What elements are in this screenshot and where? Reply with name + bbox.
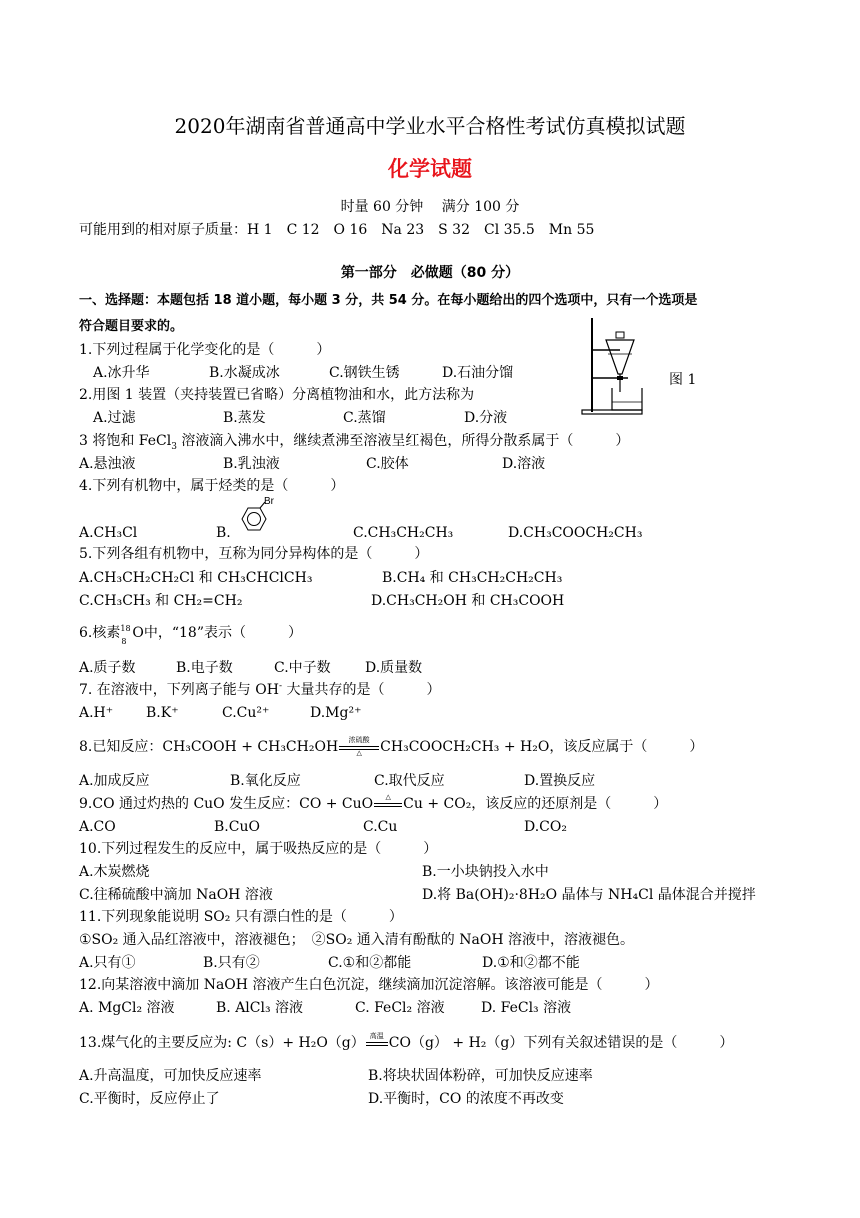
q9-option-b: B.CuO — [214, 819, 260, 835]
atomic-mass-note: 可能用到的相对原子质量：H 1 C 12 O 16 Na 23 S 32 Cl 35.5 Mn 55 — [79, 222, 595, 238]
question-1-stem: 1.下列过程属于化学变化的是（ ） — [79, 342, 331, 358]
q10-option-b: B.一小块钠投入水中 — [422, 864, 549, 880]
q6-option-b: B.电子数 — [176, 660, 233, 676]
q5-option-a: A.CH₃CH₂CH₂Cl 和 CH₃CHClCH₃ — [79, 570, 313, 586]
reaction-arrow: 高温 — [366, 1036, 388, 1050]
q2-option-d: D.分液 — [464, 410, 508, 426]
section-instruction: 一、选择题：本题包括 18 道小题，每小题 3 分，共 54 分。在每小题给出的四个选项中，只有一个选项是 — [79, 293, 698, 308]
q1-option-c: C.钢铁生锈 — [329, 365, 400, 381]
q10-option-d: D.将 Ba(OH)₂·8H₂O 晶体与 NH₄Cl 晶体混合并搅拌 — [422, 887, 756, 903]
bromobenzene-structure — [232, 496, 282, 540]
q8-option-c: C.取代反应 — [374, 773, 445, 789]
question-6-stem: 6.核素 18 8 O中，“18”表示（ ） — [79, 624, 302, 646]
q7-option-c: C.Cu²⁺ — [222, 705, 270, 721]
q3-option-c: C.胶体 — [366, 456, 409, 472]
q11-option-d: D.①和②都不能 — [482, 955, 580, 971]
separatory-funnel-figure — [572, 316, 662, 416]
q2-option-a: A.过滤 — [93, 410, 136, 426]
q6-option-d: D.质量数 — [365, 660, 423, 676]
q6-option-a: A.质子数 — [79, 660, 136, 676]
nuclide-symbol: 18 8 — [120, 624, 131, 646]
q12-option-b: B. AlCl₃ 溶液 — [216, 1000, 304, 1016]
q8-option-d: D.置换反应 — [524, 773, 596, 789]
q4-option-b: B. — [216, 525, 231, 541]
q1-option-d: D.石油分馏 — [442, 365, 514, 381]
q4-option-a: A.CH₃Cl — [79, 525, 138, 541]
q3-option-a: A.悬浊液 — [79, 456, 136, 472]
question-8-stem: 8.已知反应：CH₃COOH + CH₃CH₂OH 浓硫酸 △ CH₃COOCH₂CH₃ + H₂O，该反应属于（ ） — [79, 736, 704, 757]
exam-title: 2020年湖南省普通高中学业水平合格性考试仿真模拟试题 — [174, 114, 686, 138]
q1-option-a: A.冰升华 — [93, 365, 150, 381]
q3-option-b: B.乳浊液 — [223, 456, 280, 472]
q11-detail: ①SO₂ 通入品红溶液中，溶液褪色； ②SO₂ 通入清有酚酞的 NaOH 溶液中，溶液褪色。 — [79, 932, 634, 948]
q11-option-c: C.①和②都能 — [328, 955, 412, 971]
q2-option-c: C.蒸馏 — [343, 410, 386, 426]
q5-option-b: B.CH₄ 和 CH₃CH₂CH₂CH₃ — [382, 570, 563, 586]
q10-option-c: C.往稀硫酸中滴加 NaOH 溶液 — [79, 887, 273, 903]
question-12-stem: 12.向某溶液中滴加 NaOH 溶液产生白色沉淀，继续滴加沉淀溶解。该溶液可能是（ ） — [79, 977, 659, 993]
reaction-arrow: △ — [374, 797, 402, 811]
q9-option-d: D.CO₂ — [524, 819, 567, 835]
question-10-stem: 10.下列过程发生的反应中，属于吸热反应的是（ ） — [79, 841, 438, 857]
q7-option-a: A.H⁺ — [79, 705, 114, 721]
q11-option-b: B.只有② — [203, 955, 260, 971]
q7-option-d: D.Mg²⁺ — [310, 705, 362, 721]
question-9-stem: 9.CO 通过灼热的 CuO 发生反应：CO + CuO △ Cu + CO₂，该反应的还原剂是（ ） — [79, 793, 668, 812]
q13-option-c: C.平衡时，反应停止了 — [79, 1091, 220, 1107]
q8-option-b: B.氧化反应 — [230, 773, 301, 789]
reaction-arrow: 浓硫酸 △ — [339, 740, 379, 754]
q12-option-c: C. FeCl₂ 溶液 — [355, 1000, 445, 1016]
q2-option-b: B.蒸发 — [223, 410, 266, 426]
question-4-stem: 4.下列有机物中，属于烃类的是（ ） — [79, 478, 345, 494]
q8-option-a: A.加成反应 — [79, 773, 150, 789]
question-2-stem: 2.用图 1 装置（夹持装置已省略）分离植物油和水，此方法称为 — [79, 387, 475, 403]
question-11-stem: 11.下列现象能说明 SO₂ 只有漂白性的是（ ） — [79, 909, 403, 925]
question-7-stem: 7. 在溶液中，下列离子能与 OH- 大量共存的是（ ） — [79, 681, 441, 698]
figure-label: 图 1 — [669, 372, 697, 388]
q5-option-d: D.CH₃CH₂OH 和 CH₃COOH — [371, 593, 565, 609]
q13-option-a: A.升高温度，可加快反应速率 — [79, 1068, 262, 1084]
q4-option-c: C.CH₃CH₂CH₃ — [353, 525, 454, 541]
q4-option-d: D.CH₃COOCH₂CH₃ — [508, 525, 643, 541]
bromine-label: Br — [264, 496, 274, 507]
q7-option-b: B.K⁺ — [146, 705, 179, 721]
q13-option-b: B.将块状固体粉碎，可加快反应速率 — [368, 1068, 593, 1084]
q1-option-b: B.水凝成冰 — [209, 365, 280, 381]
q3-option-d: D.溶液 — [502, 456, 546, 472]
q13-option-d: D.平衡时，CO 的浓度不再改变 — [368, 1091, 564, 1107]
q5-option-c: C.CH₃CH₃ 和 CH₂=CH₂ — [79, 593, 243, 609]
part-title: 第一部分 必做题（80 分） — [340, 265, 520, 281]
q12-option-a: A. MgCl₂ 溶液 — [79, 1000, 175, 1016]
section-instruction-cont: 符合题目要求的。 — [79, 319, 184, 334]
subject-title: 化学试题 — [388, 157, 472, 181]
q9-option-c: C.Cu — [363, 819, 398, 835]
question-5-stem: 5.下列各组有机物中，互称为同分异构体的是（ ） — [79, 546, 429, 562]
q10-option-a: A.木炭燃烧 — [79, 864, 150, 880]
q12-option-d: D. FeCl₃ 溶液 — [481, 1000, 572, 1016]
question-3-stem: 3 将饱和 FeCl$_3$ 溶液滴入沸水中，继续煮沸至溶液呈红褐色，所得分散系属于（ ） — [79, 433, 630, 452]
q11-option-a: A.只有① — [79, 955, 136, 971]
question-13-stem: 13.煤气化的主要反应为: C（s）+ H₂O（g） 高温 CO（g） + H₂（g）下列有关叙述错误的是（ ） — [79, 1032, 734, 1051]
q6-option-c: C.中子数 — [274, 660, 331, 676]
q9-option-a: A.CO — [79, 819, 116, 835]
time-info: 时量 60 分钟 满分 100 分 — [340, 199, 520, 215]
